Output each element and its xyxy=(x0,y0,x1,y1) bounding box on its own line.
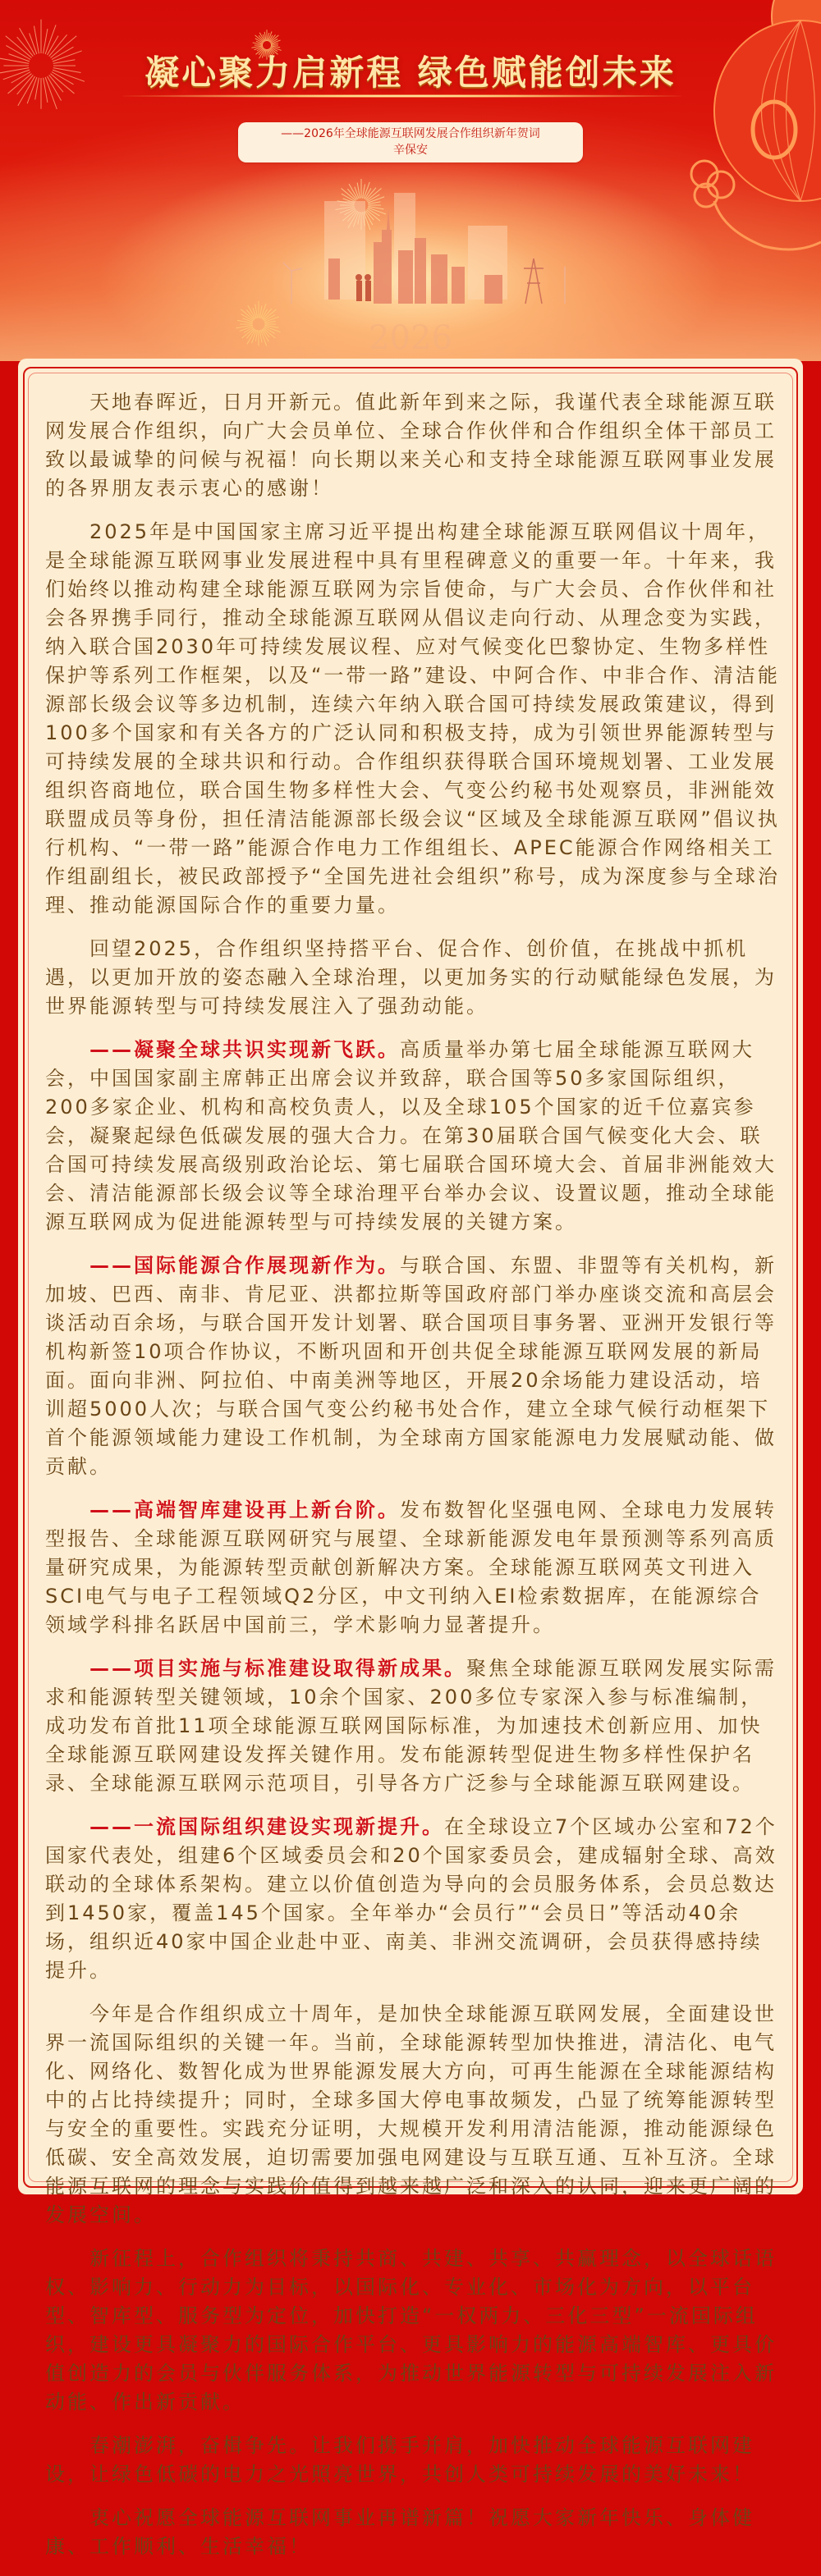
paragraph-text: 聚焦全球能源互联网发展实际需求和能源转型关键领域，10余个国家、200多位专家深入参与标准编制，成功发布首批11项全球能源互联网国际标准，为加速技术创新应用、加快全球能源互联网建设发挥关键作用。发布能源转型促进生物多样性保护名录、全球能源互联网示范项目，引导各方广泛参与全球能源互联网建设。 xyxy=(45,1657,777,1795)
page-title: 凝心聚力启新程 绿色赋能创未来 xyxy=(144,53,677,93)
paragraph-lead: ——国际能源合作展现新作为。 xyxy=(89,1254,400,1277)
highlight-paragraph xyxy=(45,1036,780,1237)
letter-panel xyxy=(18,359,803,2558)
paragraph xyxy=(45,2504,780,2561)
paragraph-text: 高质量举办第七届全球能源互联网大会，中国国家副主席韩正出席会议并致辞，联合国等50多家国际组织，200多家企业、机构和高校负责人，以及全球105个国家的近千位嘉宾参会，凝聚起绿色低碳发展的强大合力。在第30届联合国气候变化大会、联合国可持续发展高级别政治论坛、第七届联合国环境大会、首届非洲能效大会、清洁能源部长级会议等全球治理平台举办会议、设置议题，推动全球能源互联网成为促进能源转型与可持续发展的关键方案。 xyxy=(45,1038,777,1233)
letter-body xyxy=(45,388,780,2576)
paragraph xyxy=(45,2432,780,2489)
paragraph xyxy=(45,2244,780,2417)
lantern-icon xyxy=(657,0,821,263)
paragraph-lead: ——高端智库建设再上新台阶。 xyxy=(89,1498,400,1521)
paragraph-text: 春潮澎湃，奋楫争先。让我们携手并肩，加快推动全球能源互联网建设，让绿色低碳的电力之光照亮世界，共创人类可持续发展的美好未来！ xyxy=(45,2434,754,2486)
paragraph-text: 在全球设立7个区域办公室和72个国家代表处，组建6个区域委员会和20个国家委员会，建成辐射全球、高效联动的全球体系架构。建立以价值创造为导向的会员服务体系，会员总数达到1450家，覆盖145个国家。全年举办“会员行”“会员日”等活动40余场，组织近40家中国企业赴中亚、南美、非洲交流调研，会员获得感持续提升。 xyxy=(45,1815,777,1982)
header-banner xyxy=(0,0,821,361)
paragraph-text: 新征程上，合作组织将秉持共商、共建、共享、共赢理念，以全球话语权、影响力、行动力为目标，以国际化、专业化、市场化为方向，以平台型、智库型、服务型为定位，加快打造“一权两力、三化三型”一流国际组织，建设更具凝聚力的国际合作平台、更具影响力的能源高端智库、更具价值创造力的会员与伙伴服务体系，为推动世界能源转型与可持续发展注入新动能、作出新贡献。 xyxy=(45,2247,777,2414)
paragraph-text: 衷心祝愿全球能源互联网事业再谱新篇！祝愿大家新年快乐、身体健康、工作顺利、生活幸福！ xyxy=(45,2506,754,2558)
subtitle-box xyxy=(238,122,583,162)
highlight-paragraph xyxy=(45,1251,780,1481)
subtitle: ——2026年全球能源互联网发展合作组织新年贺词 xyxy=(281,127,540,140)
highlight-paragraph xyxy=(45,1813,780,1985)
paragraph-text: 2025年是中国国家主席习近平提出构建全球能源互联网倡议十周年，是全球能源互联网事业发展进程中具有里程碑意义的重要一年。十年来，我们始终以推动构建全球能源互联网为宗旨使命，与广大会员、合作伙伴和社会各界携手同行，推动全球能源互联网从倡议走向行动、从理念变为实践，纳入联合国2030年可持续发展议程、应对气候变化巴黎协定、生物多样性保护等系列工作框架，以及“一带一路”建设、中阿合作、中非合作、清洁能源部长级会议等多边机制，连续六年纳入联合国可持续发展政策建议，得到100多个国家和有关各方的广泛认同和积极支持，成为引领世界能源转型与可持续发展的全球共识和行动。合作组织获得联合国环境规划署、工业发展组织咨商地位，联合国生物多样性大会、气变公约秘书处观察员，非洲能效联盟成员等身份，担任清洁能源部长级会议“区域及全球能源互联网”倡议执行机构、“一带一路”能源合作电力工作组组长、APEC能源合作网络相关工作组副组长，被民政部授予“全国先进社会组织”称号，成为深度参与全球治理、推动能源国际合作的重要力量。 xyxy=(45,520,780,917)
glow-divider xyxy=(123,94,681,98)
paragraph-text: 今年是合作组织成立十周年，是加快全球能源互联网发展，全面建设世界一流国际组织的关键一年。当前，全球能源转型加快推进，清洁化、电气化、网络化、数智化成为世界能源发展大方向，可再生能源在全球能源结构中的占比持续提升；同时，全球多国大停电事故频发，凸显了统筹能源转型与安全的重要性。实践充分证明，大规模开发利用清洁能源，推动能源绿色低碳、安全高效发展，迫切需要加强电网建设与互联互通、互补互济。全球能源互联网的理念与实践价值得到越来越广泛和深入的认同，迎来更广阔的发展空间。 xyxy=(45,2002,777,2226)
paragraph-lead: ——一流国际组织建设实现新提升。 xyxy=(89,1815,444,1838)
highlight-paragraph xyxy=(45,1654,780,1798)
year-watermark: 2026 xyxy=(369,319,452,357)
paragraph-text: 与联合国、东盟、非盟等有关机构，新加坡、巴西、南非、肯尼亚、洪都拉斯等国政府部门举办座谈交流和高层会谈活动百余场，与联合国开发计划署、联合国项目事务署、亚洲开发银行等机构新签10项合作协议，不断巩固和开创共促全球能源互联网发展的新局面。面向非洲、阿拉伯、中南美洲等地区，开展20余场能力建设活动，培训超5000人次；与联合国气变公约秘书处合作，建立全球气候行动框架下首个能源领域能力建设工作机制，为全球南方国家能源电力发展赋动能、做贡献。 xyxy=(45,1254,777,1478)
author: 辛保安 xyxy=(393,144,428,157)
paragraph xyxy=(45,388,780,503)
highlight-paragraph xyxy=(45,1496,780,1640)
paragraph-text: 天地春晖近，日月开新元。值此新年到来之际，我谨代表全球能源互联网发展合作组织，向广大会员单位、全球合作伙伴和合作组织全体干部员工致以最诚挚的问候与祝福！向长期以来关心和支持全球能源互联网事业发展的各界朋友表示衷心的感谢！ xyxy=(45,391,777,500)
paragraph-text: 回望2025，合作组织坚持搭平台、促合作、创价值，在挑战中抓机遇，以更加开放的姿态融入全球治理，以更加务实的行动赋能绿色发展，为世界能源转型与可持续发展注入了强劲动能。 xyxy=(45,937,777,1018)
city-skyline-illustration xyxy=(246,193,575,357)
paragraph-lead: ——项目实施与标准建设取得新成果。 xyxy=(89,1657,466,1680)
paragraph xyxy=(45,2000,780,2230)
paragraph-lead: ——凝聚全球共识实现新飞跃。 xyxy=(89,1038,400,1061)
paragraph xyxy=(45,518,780,920)
paragraph-text: 发布数智化坚强电网、全球电力发展转型报告、全球能源互联网研究与展望、全球新能源发电年景预测等系列高质量研究成果，为能源转型贡献创新解决方案。全球能源互联网英文刊进入SCI电气与电子工程领域Q2分区，中文刊纳入EI检索数据库，在能源综合领域学科排名跃居中国前三，学术影响力显著提升。 xyxy=(45,1498,777,1636)
paragraph xyxy=(45,935,780,1021)
